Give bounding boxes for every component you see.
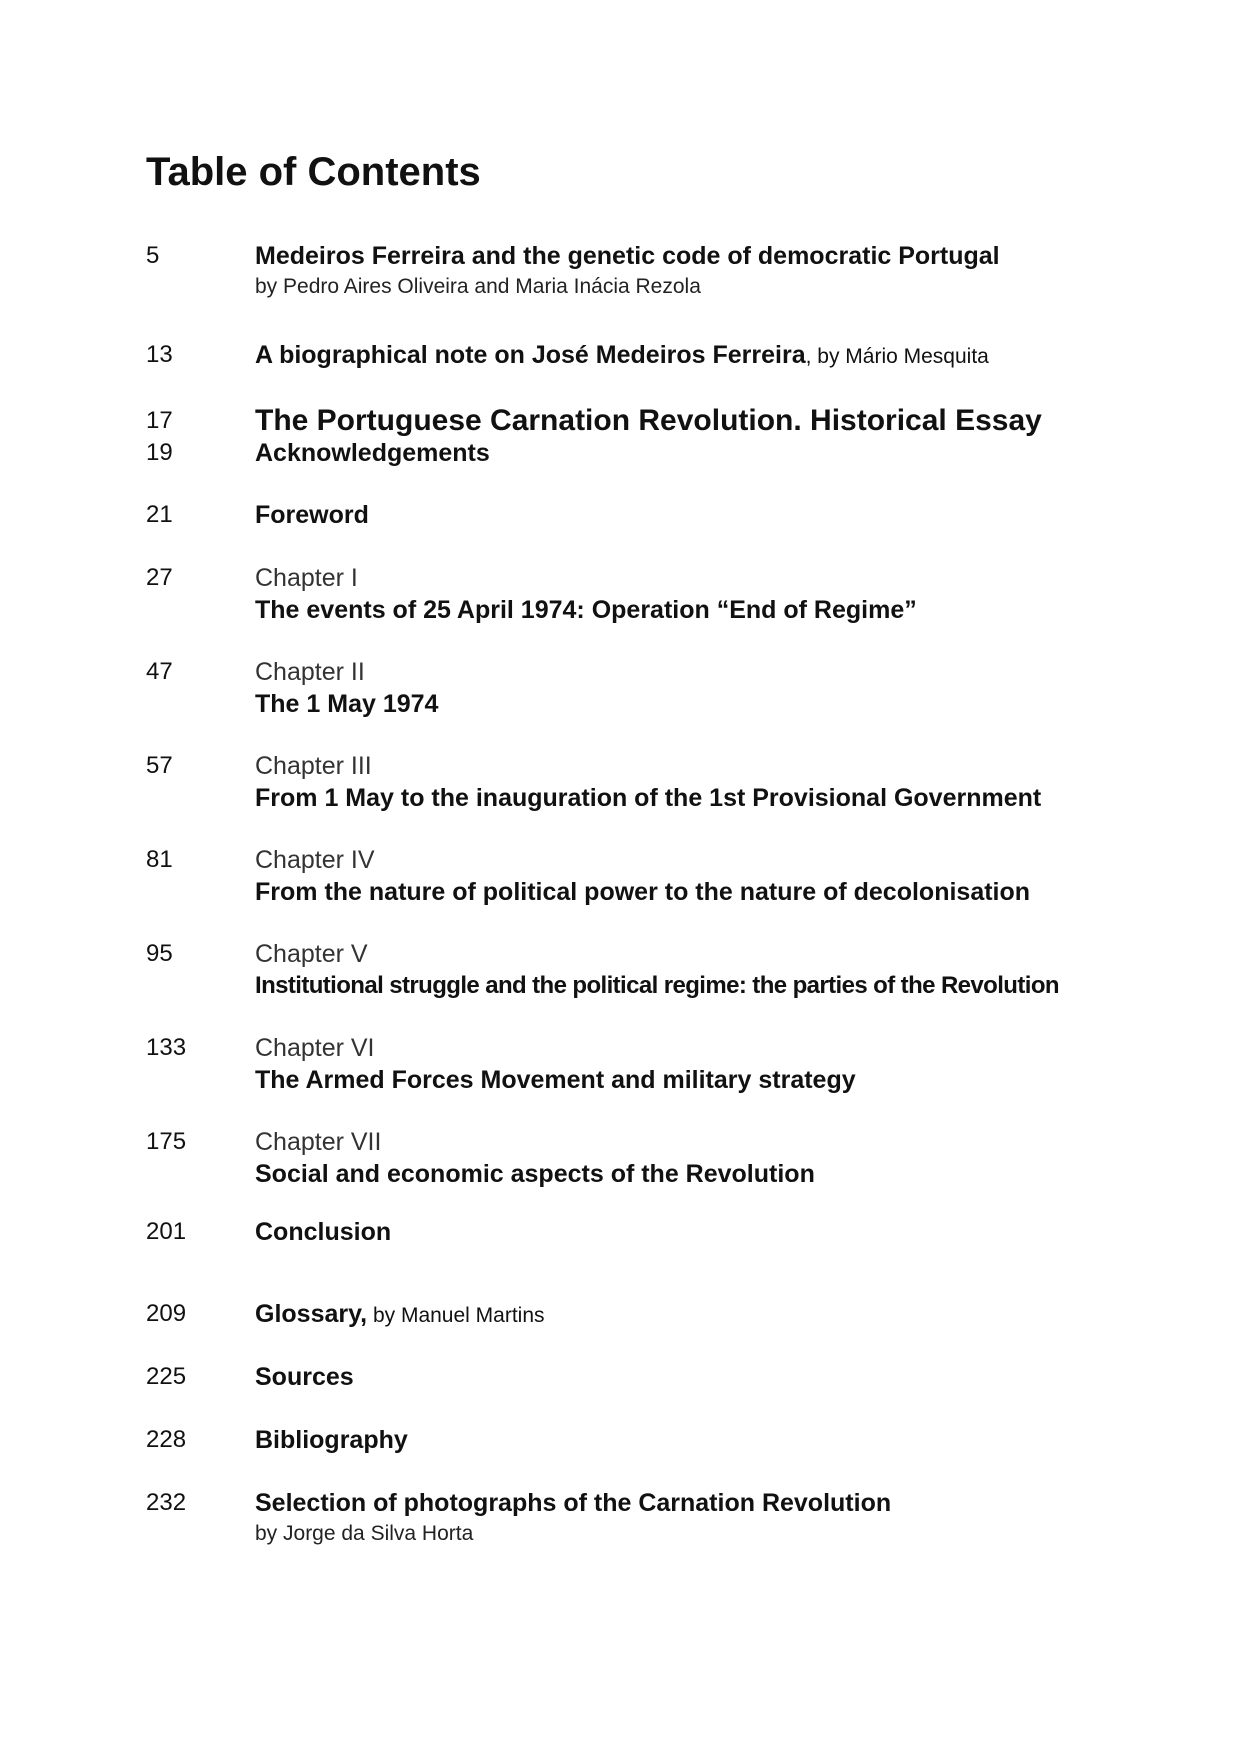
entry-title: The events of 25 April 1974: Operation “End of Regime” [255, 596, 917, 624]
entry-title: Sources [255, 1363, 354, 1391]
entry-title: Institutional struggle and the political regime: the parties of the Revolution [255, 972, 1059, 999]
entry-byline: by Manuel Martins [367, 1304, 545, 1327]
chapter-label: Chapter IV [255, 846, 375, 874]
page-number: 209 [146, 1300, 187, 1327]
page-number: 27 [146, 564, 173, 591]
entry-title: Medeiros Ferreira and the genetic code of democratic Portugal [255, 242, 1000, 270]
chapter-label: Chapter I [255, 564, 358, 592]
entry-byline: by Jorge da Silva Horta [255, 1522, 474, 1545]
page-number: 232 [146, 1489, 187, 1516]
page-number: 81 [146, 846, 173, 873]
entry-title: Acknowledgements [255, 439, 490, 467]
entry-title: The Portuguese Carnation Revolution. Historical Essay [255, 404, 1042, 437]
chapter-label: Chapter VI [255, 1034, 375, 1062]
entry-title: The 1 May 1974 [255, 690, 439, 718]
chapter-label: Chapter V [255, 940, 368, 968]
entry-title [255, 339, 1215, 373]
page-number: 133 [146, 1034, 187, 1061]
entry-title-text: Glossary, [255, 1300, 368, 1328]
entry-title: From the nature of political power to the nature of decolonisation [255, 878, 1031, 906]
chapter-label: Chapter II [255, 658, 365, 686]
page-number: 201 [146, 1218, 187, 1245]
page-number: 225 [146, 1363, 187, 1390]
page-number: 228 [146, 1426, 187, 1453]
entry-title: Conclusion [255, 1218, 392, 1246]
page-number: 175 [146, 1128, 187, 1155]
entry-title [255, 1298, 1215, 1332]
chapter-label: Chapter III [255, 752, 372, 780]
entry-title: Social and economic aspects of the Revolution [255, 1160, 815, 1188]
entry-title-text: A biographical note on José Medeiros Ferreira [255, 341, 806, 369]
page-title: Table of Contents [146, 150, 481, 194]
page-number: 13 [146, 341, 173, 368]
page-number: 17 [146, 407, 173, 434]
entry-byline: , by Mário Mesquita [805, 345, 989, 368]
page-number: 5 [146, 242, 160, 269]
entry-title: The Armed Forces Movement and military strategy [255, 1066, 856, 1094]
entry-byline: by Pedro Aires Oliveira and Maria Inácia Rezola [255, 275, 701, 298]
entry-title: Foreword [255, 501, 369, 529]
entry-title: From 1 May to the inauguration of the 1st Provisional Government [255, 784, 1042, 812]
page-number: 21 [146, 501, 173, 528]
page-number: 47 [146, 658, 173, 685]
page-number: 57 [146, 752, 173, 779]
entry-title: Selection of photographs of the Carnation Revolution [255, 1489, 892, 1517]
page-number: 19 [146, 439, 173, 466]
entry-title: Bibliography [255, 1426, 408, 1454]
chapter-label: Chapter VII [255, 1128, 382, 1156]
page-number: 95 [146, 940, 173, 967]
